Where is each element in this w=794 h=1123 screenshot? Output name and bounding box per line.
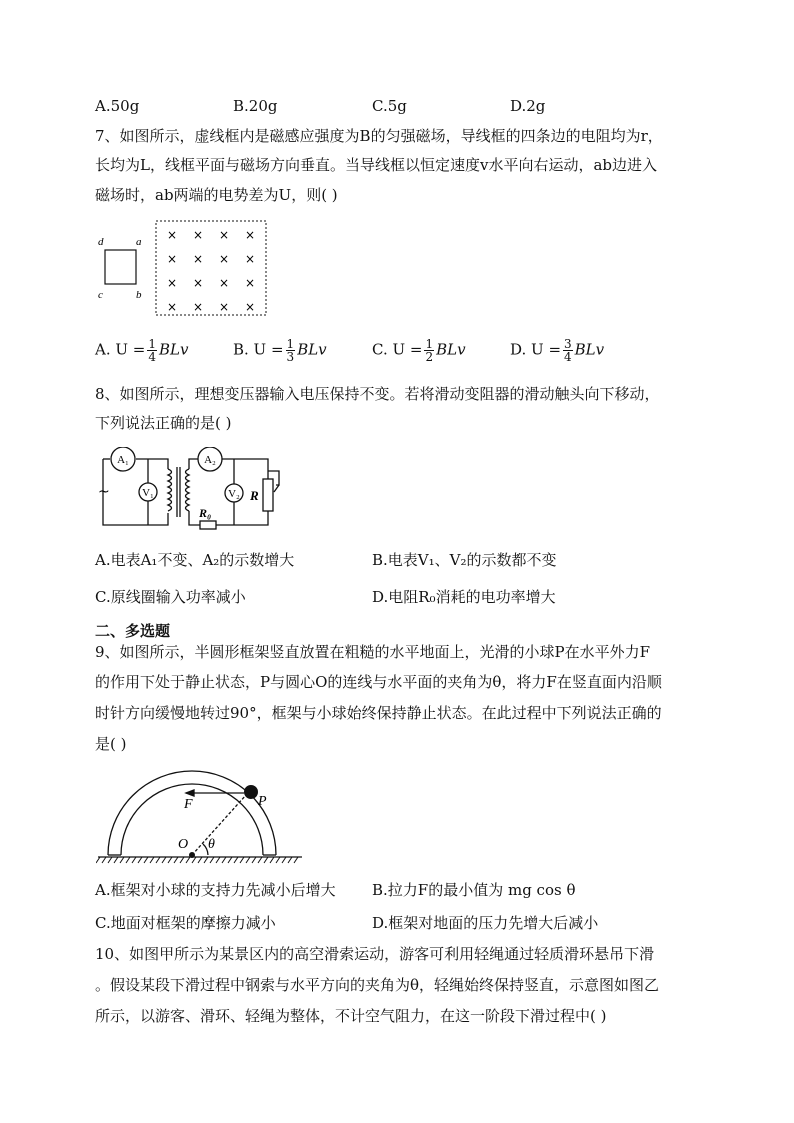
center-o — [189, 852, 195, 858]
q7-d-suffix: BLv — [574, 340, 605, 359]
q7-c-prefix: C. U = — [372, 340, 423, 359]
q9-option-d: D.框架对地面的压力先增大后减小 — [372, 914, 599, 932]
q6-option-c: C.5g — [372, 97, 407, 115]
field-cross: × — [166, 276, 178, 290]
q7-stem-line-2: 长均为L，线框平面与磁场方向垂直。当导线框以恒定速度v水平向右运动，ab边进入 — [95, 156, 657, 174]
q6-option-d: D.2g — [510, 97, 546, 115]
label-o: O — [178, 837, 189, 852]
q9-option-a: A.框架对小球的支持力先减小后增大 — [95, 881, 336, 899]
corner-c: c — [98, 289, 103, 301]
field-cross: × — [218, 252, 230, 266]
rheostat-label: R — [250, 488, 259, 503]
voltmeter-v1-label: V₁ — [142, 487, 154, 499]
q7-option-b — [233, 338, 327, 363]
q9-stem-line-2: 的作用下处于静止状态，P与圆心O的连线与水平面的夹角为θ，将力F在竖直面内沿顺 — [95, 673, 662, 691]
q8-stem-line-2: 下列说法正确的是( ) — [95, 414, 232, 432]
fraction — [147, 338, 157, 363]
field-cross: × — [244, 228, 256, 242]
label-p: P — [258, 794, 267, 809]
field-cross: × — [192, 300, 204, 314]
wire-frame — [105, 250, 136, 284]
q7-stem-line-1: 7、如图所示，虚线框内是磁感应强度为B的匀强磁场，导线框的四条边的电阻均为r， — [95, 127, 663, 145]
numerator: 1 — [148, 337, 156, 351]
corner-b: b — [136, 289, 142, 301]
field-cross: × — [192, 276, 204, 290]
q7-b-suffix: BLv — [297, 340, 327, 359]
q9-stem-line-4: 是( ) — [95, 735, 127, 753]
ammeter-a2-label: A₂ — [204, 454, 216, 466]
numerator: 1 — [286, 337, 295, 351]
voltmeter-v2-label: V₂ — [228, 488, 240, 500]
ball-p — [244, 785, 258, 799]
q7-option-a — [95, 338, 188, 363]
q9-stem-line-3: 时针方向缓慢地转过90°，框架与小球始终保持静止状态。在此过程中下列说法正确的 — [95, 704, 662, 722]
q6-option-b: B.20g — [233, 97, 278, 115]
denominator: 3 — [286, 350, 295, 364]
label-f: F — [184, 797, 193, 812]
field-cross: × — [166, 252, 178, 266]
q7-figure — [96, 218, 274, 318]
q10-stem-line-2: 。假设某段下滑过程中钢索与水平方向的夹角为θ，轻绳始终保持竖直，示意图如图乙 — [95, 976, 660, 994]
q8-circuit-figure — [96, 447, 286, 533]
field-cross: × — [192, 228, 204, 242]
q9-option-c: C.地面对框架的摩擦力减小 — [95, 914, 276, 932]
field-cross: × — [166, 300, 178, 314]
q7-option-c — [372, 338, 466, 363]
field-cross: × — [244, 300, 256, 314]
q7-stem-line-3: 磁场时，ab两端的电势差为U，则( ) — [95, 186, 338, 204]
q8-option-c: C.原线圈输入功率减小 — [95, 588, 246, 606]
q10-stem-line-3: 所示，以游客、滑环、轻绳为整体，不计空气阻力，在这一阶段下滑过程中( ) — [95, 1007, 607, 1025]
corner-a: a — [136, 236, 142, 248]
section-title: 二、多选题 — [95, 622, 171, 640]
q7-b-prefix: B. U = — [233, 340, 284, 359]
q8-option-d: D.电阻R₀消耗的电功率增大 — [372, 588, 556, 606]
field-cross: × — [218, 300, 230, 314]
fraction — [424, 338, 434, 363]
corner-d: d — [98, 236, 104, 248]
ammeter-a1-label: A₁ — [117, 454, 129, 466]
label-theta: θ — [208, 837, 215, 852]
q7-option-d — [510, 338, 604, 363]
radius-line — [192, 795, 246, 855]
numerator: 3 — [564, 337, 572, 351]
fraction — [286, 338, 296, 363]
denominator: 4 — [564, 350, 572, 364]
field-cross: × — [218, 276, 230, 290]
q7-c-suffix: BLv — [436, 340, 466, 359]
denominator: 2 — [425, 350, 434, 364]
q10-stem-line-1: 10、如图甲所示为某景区内的高空滑索运动，游客可利用轻绳通过轻质滑环悬吊下滑 — [95, 945, 655, 963]
q7-a-prefix: A. U = — [95, 340, 146, 359]
fraction — [563, 338, 573, 363]
field-marks — [167, 228, 255, 314]
denominator: 4 — [148, 350, 156, 364]
field-cross: × — [166, 228, 178, 242]
q8-option-b: B.电表V₁、V₂的示数都不变 — [372, 551, 557, 569]
q9-option-b: B.拉力F的最小值为 mg cos θ — [372, 881, 576, 899]
q9-stem-line-1: 9、如图所示，半圆形框架竖直放置在粗糙的水平地面上，光滑的小球P在水平外力F — [95, 643, 651, 661]
q7-d-prefix: D. U = — [510, 340, 562, 359]
q7-a-suffix: BLv — [159, 340, 189, 359]
q9-figure — [96, 760, 306, 868]
r0-label: R₀ — [199, 506, 212, 520]
field-cross: × — [244, 252, 256, 266]
q8-stem-line-1: 8、如图所示，理想变压器输入电压保持不变。若将滑动变阻器的滑动触头向下移动， — [95, 385, 660, 403]
field-cross: × — [218, 228, 230, 242]
field-cross: × — [192, 252, 204, 266]
field-cross: × — [244, 276, 256, 290]
q8-option-a: A.电表A₁不变、A₂的示数增大 — [95, 551, 295, 569]
q6-option-a: A.50g — [95, 97, 140, 115]
ac-source-symbol: ~ — [98, 484, 110, 500]
numerator: 1 — [425, 337, 434, 351]
